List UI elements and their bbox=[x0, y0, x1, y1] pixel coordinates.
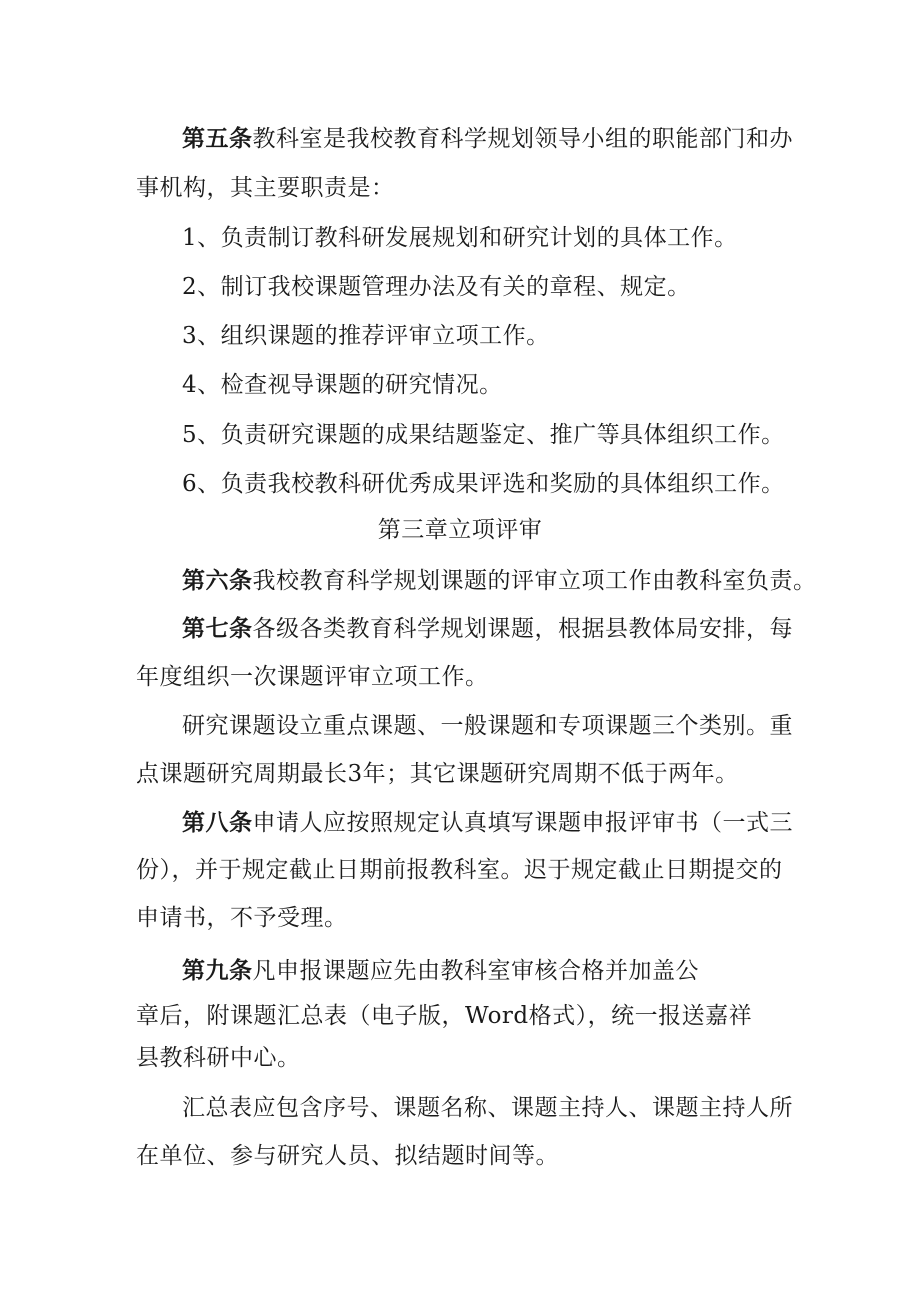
article-9-line-1 bbox=[182, 956, 699, 986]
article-8-heading: 第八条 bbox=[182, 810, 253, 836]
article-7-line-1 bbox=[182, 614, 793, 644]
list-item: 4、检查视导课题的研究情况。 bbox=[182, 372, 503, 398]
article-9-text: 凡申报课题应先由教科室审核合格并加盖公 bbox=[252, 958, 699, 984]
article-7-text: 各级各类教育科学规划课题，根据县教体局安排，每 bbox=[252, 616, 793, 642]
list-item: 2、制订我校课题管理办法及有关的章程、规定。 bbox=[182, 274, 691, 300]
chapter-title: 第三章立项评审 bbox=[377, 517, 543, 543]
article-8-line-3: 申请书，不予受理。 bbox=[136, 905, 348, 931]
article-7-line-2: 年度组织一次课题评审立项工作。 bbox=[136, 664, 489, 690]
list-item: 5、负责研究课题的成果结题鉴定、推广等具体组织工作。 bbox=[182, 422, 785, 448]
list-item: 6、负责我校教科研优秀成果评选和奖励的具体组织工作。 bbox=[182, 471, 785, 497]
article-6-text: 我校教育科学规划课题的评审立项工作由教科室负责。 bbox=[252, 568, 817, 594]
article-8-line-2: 份），并于规定截止日期前报教科室。迟于规定截止日期提交的 bbox=[136, 857, 783, 883]
article-9-para-2-line-2: 在单位、参与研究人员、拟结题时间等。 bbox=[136, 1143, 559, 1169]
article-5-heading: 第五条 bbox=[182, 126, 253, 152]
article-8-line-1 bbox=[182, 808, 793, 838]
list-item: 3、组织课题的推荐评审立项工作。 bbox=[182, 323, 550, 349]
article-5-line-2: 事机构，其主要职责是： bbox=[136, 175, 395, 201]
article-9-para-2-line-1: 汇总表应包含序号、课题名称、课题主持人、课题主持人所 bbox=[182, 1095, 793, 1121]
article-6-line-1 bbox=[182, 566, 817, 596]
article-5-line-1 bbox=[182, 124, 793, 154]
article-7-para-2-line-2: 点课题研究周期最长3年；其它课题研究周期不低于两年。 bbox=[136, 761, 739, 787]
article-7-heading: 第七条 bbox=[182, 616, 253, 642]
article-5-text: 教科室是我校教育科学规划领导小组的职能部门和办 bbox=[252, 126, 793, 152]
article-9-line-3: 县教科研中心。 bbox=[136, 1045, 301, 1071]
list-item: 1、负责制订教科研发展规划和研究计划的具体工作。 bbox=[182, 225, 738, 251]
article-7-para-2-line-1: 研究课题设立重点课题、一般课题和专项课题三个类别。重 bbox=[182, 713, 793, 739]
article-6-heading: 第六条 bbox=[182, 568, 253, 594]
article-8-text: 申请人应按照规定认真填写课题申报评审书（一式三 bbox=[252, 810, 793, 836]
article-9-line-2: 章后，附课题汇总表（电子版，Word格式），统一报送嘉祥 bbox=[136, 1003, 753, 1029]
article-9-heading: 第九条 bbox=[182, 958, 253, 984]
